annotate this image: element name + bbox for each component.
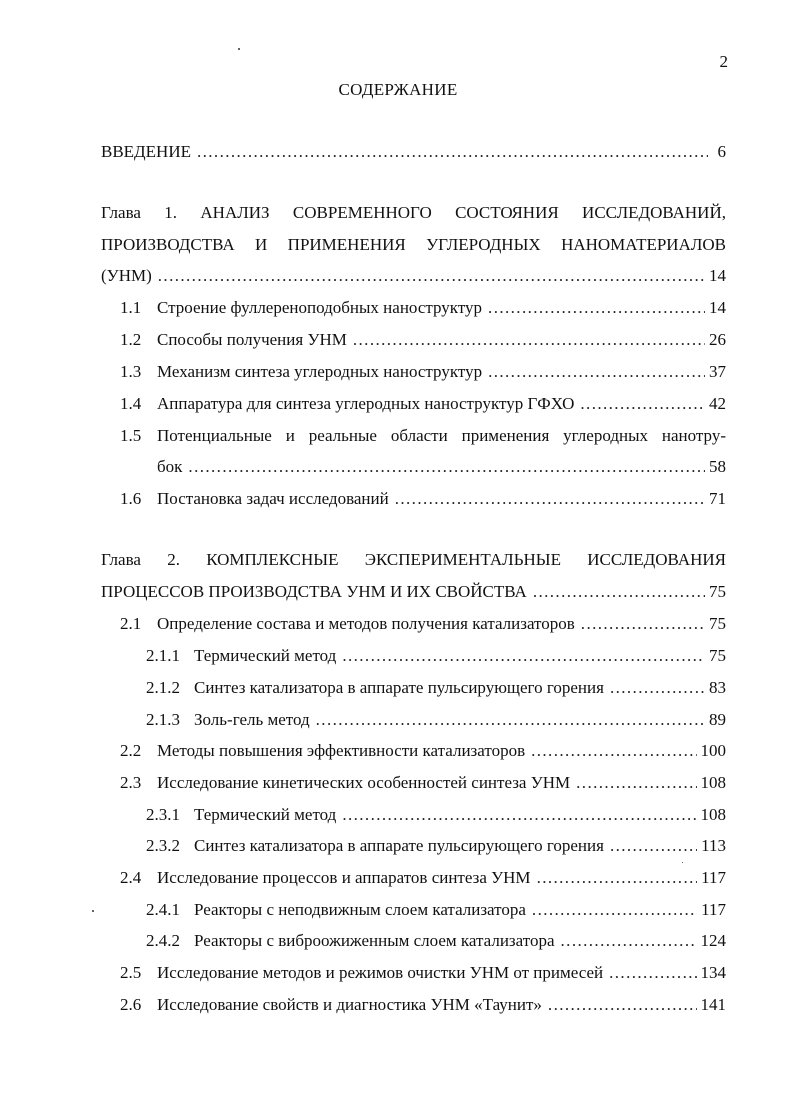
scan-speck xyxy=(238,48,240,50)
toc-label: Строение фуллереноподобных наноструктур xyxy=(157,298,483,317)
toc-entry-2-1-3 xyxy=(146,710,726,734)
toc-leader xyxy=(609,963,696,983)
toc-page: 42 xyxy=(709,394,726,413)
toc-number: 2.3.1 xyxy=(146,805,180,824)
toc-page: 108 xyxy=(700,805,726,824)
toc-page: 6 xyxy=(717,142,726,161)
chapter1-heading-line2: ПРОИЗВОДСТВА И ПРИМЕНЕНИЯ УГЛЕРОДНЫХ НАНОМАТЕРИАЛОВ xyxy=(101,235,726,254)
toc-leader xyxy=(610,678,705,698)
toc-entry-1-2 xyxy=(120,330,726,354)
toc-entry-2-6 xyxy=(120,995,726,1019)
toc-label: Механизм синтеза углеродных наноструктур xyxy=(157,362,483,381)
toc-page: 108 xyxy=(700,773,726,792)
toc-entry-1-1 xyxy=(120,298,726,322)
toc-page: 134 xyxy=(700,963,726,982)
toc-label: Потенциальные и реальные области применения углеродных нанотру- xyxy=(157,426,726,445)
chapter2-heading-line1: Глава 2. КОМПЛЕКСНЫЕ ЭКСПЕРИМЕНТАЛЬНЫЕ ИССЛЕДОВАНИЯ xyxy=(101,550,726,569)
toc-page: 75 xyxy=(709,582,726,601)
toc-number: 2.3 xyxy=(120,773,142,792)
chapter1-heading-line1: Глава 1. АНАЛИЗ СОВРЕМЕННОГО СОСТОЯНИЯ ИССЛЕДОВАНИЙ, xyxy=(101,203,726,222)
toc-entry-2-4-1 xyxy=(146,900,726,924)
toc-label: Реакторы с неподвижным слоем катализатора xyxy=(194,900,526,919)
toc-page: 83 xyxy=(709,678,726,697)
toc-entry-chapter1 xyxy=(101,266,726,290)
toc-page: 100 xyxy=(700,741,726,760)
page-number: 2 xyxy=(719,52,728,71)
toc-page: 14 xyxy=(709,266,726,285)
toc-leader xyxy=(537,868,698,888)
toc-entry-2-3-1 xyxy=(146,805,726,829)
toc-leader xyxy=(531,741,696,761)
toc-entry-2-4 xyxy=(120,868,726,892)
toc-entry-2-5 xyxy=(120,963,726,987)
toc-entry-intro xyxy=(101,142,726,166)
toc-label: Аппаратура для синтеза углеродных наноструктур ГФХО xyxy=(157,394,575,413)
toc-entry-2-3 xyxy=(120,773,726,797)
toc-entry-2-2 xyxy=(120,741,726,765)
toc-leader xyxy=(197,142,708,162)
toc-leader xyxy=(342,805,696,825)
toc-page: 14 xyxy=(709,298,726,317)
toc-entry-2-1 xyxy=(120,614,726,638)
toc-label: Определение состава и методов получения катализаторов xyxy=(157,614,575,633)
toc-leader xyxy=(548,995,697,1015)
toc-number: 1.4 xyxy=(120,394,142,413)
toc-entry-1-4 xyxy=(120,394,726,418)
toc-number: 2.5 xyxy=(120,963,142,982)
toc-leader xyxy=(342,646,705,666)
toc-page: 89 xyxy=(709,710,726,729)
toc-number: 1.2 xyxy=(120,330,142,349)
toc-leader xyxy=(488,362,705,382)
toc-number: 2.6 xyxy=(120,995,142,1014)
toc-number: 2.4.2 xyxy=(146,931,180,950)
toc-page: 117 xyxy=(701,900,726,919)
toc-leader xyxy=(488,298,705,318)
toc-label: (УНМ) xyxy=(101,266,152,285)
toc-label: ВВЕДЕНИЕ xyxy=(101,142,191,161)
toc-page: 58 xyxy=(709,457,726,476)
toc-page: 37 xyxy=(709,362,726,381)
toc-entry-1-5 xyxy=(157,457,726,481)
toc-label: Синтез катализатора в аппарате пульсирующего горения xyxy=(194,836,604,855)
toc-leader xyxy=(316,710,705,730)
toc-label: Методы повышения эффективности катализаторов xyxy=(157,741,526,760)
toc-label-continued: бок xyxy=(157,457,183,476)
toc-label: Исследование методов и режимов очистки УНМ от примесей xyxy=(157,963,604,982)
toc-label: Термический метод xyxy=(194,646,337,665)
toc-number: 1.6 xyxy=(120,489,142,508)
toc-label: ПРОЦЕССОВ ПРОИЗВОДСТВА УНМ И ИХ СВОЙСТВА xyxy=(101,582,527,601)
toc-entry-2-3-2 xyxy=(146,836,726,860)
toc-leader xyxy=(353,330,705,350)
toc-label: Золь-гель метод xyxy=(194,710,310,729)
toc-number: 2.1.3 xyxy=(146,710,180,729)
toc-number: 2.1.1 xyxy=(146,646,180,665)
toc-page: 75 xyxy=(709,646,726,665)
toc-number: 2.2 xyxy=(120,741,142,760)
toc-entry-chapter2 xyxy=(101,582,726,606)
toc-leader xyxy=(188,457,705,477)
scan-speck xyxy=(92,910,94,912)
toc-label: Исследование процессов и аппаратов синтеза УНМ xyxy=(157,868,531,887)
toc-entry-1-6 xyxy=(120,489,726,513)
toc-number: 2.1.2 xyxy=(146,678,180,697)
toc-label: Способы получения УНМ xyxy=(157,330,347,349)
toc-page: 71 xyxy=(709,489,726,508)
toc-number: 1.1 xyxy=(120,298,142,317)
toc-label: Исследование кинетических особенностей синтеза УНМ xyxy=(157,773,571,792)
toc-label: Термический метод xyxy=(194,805,337,824)
toc-leader xyxy=(158,266,705,286)
toc-label: Постановка задач исследований xyxy=(157,489,389,508)
toc-page: 26 xyxy=(709,330,726,349)
scan-speck xyxy=(682,862,683,863)
toc-page: 141 xyxy=(700,995,726,1014)
toc-entry-1-3 xyxy=(120,362,726,386)
toc-entry-2-1-2 xyxy=(146,678,726,702)
toc-leader xyxy=(395,489,705,509)
toc-page: 75 xyxy=(709,614,726,633)
toc-entry-2-4-2 xyxy=(146,931,726,955)
toc-page: 113 xyxy=(701,836,726,855)
toc-entry-2-1-1 xyxy=(146,646,726,670)
toc-number: 2.1 xyxy=(120,614,142,633)
toc-number: 2.4.1 xyxy=(146,900,180,919)
toc-leader xyxy=(581,614,705,634)
toc-page: 117 xyxy=(701,868,726,887)
toc-number: 2.4 xyxy=(120,868,142,887)
toc-number: 1.3 xyxy=(120,362,142,381)
toc-page: 124 xyxy=(700,931,726,950)
toc-label: Реакторы с виброожиженным слоем катализатора xyxy=(194,931,555,950)
toc-leader xyxy=(561,931,697,951)
page-title: СОДЕРЖАНИЕ xyxy=(338,80,458,99)
toc-leader xyxy=(610,836,697,856)
toc-number: 2.3.2 xyxy=(146,836,180,855)
toc-leader xyxy=(580,394,705,414)
toc-entry-1-5-line1 xyxy=(120,426,726,446)
toc-label: Синтез катализатора в аппарате пульсирующего горения xyxy=(194,678,604,697)
toc-leader xyxy=(533,582,705,602)
toc-number: 1.5 xyxy=(120,426,142,445)
toc-leader xyxy=(576,773,696,793)
toc-label: Исследование свойств и диагностика УНМ «Таунит» xyxy=(157,995,542,1014)
toc-leader xyxy=(532,900,697,920)
